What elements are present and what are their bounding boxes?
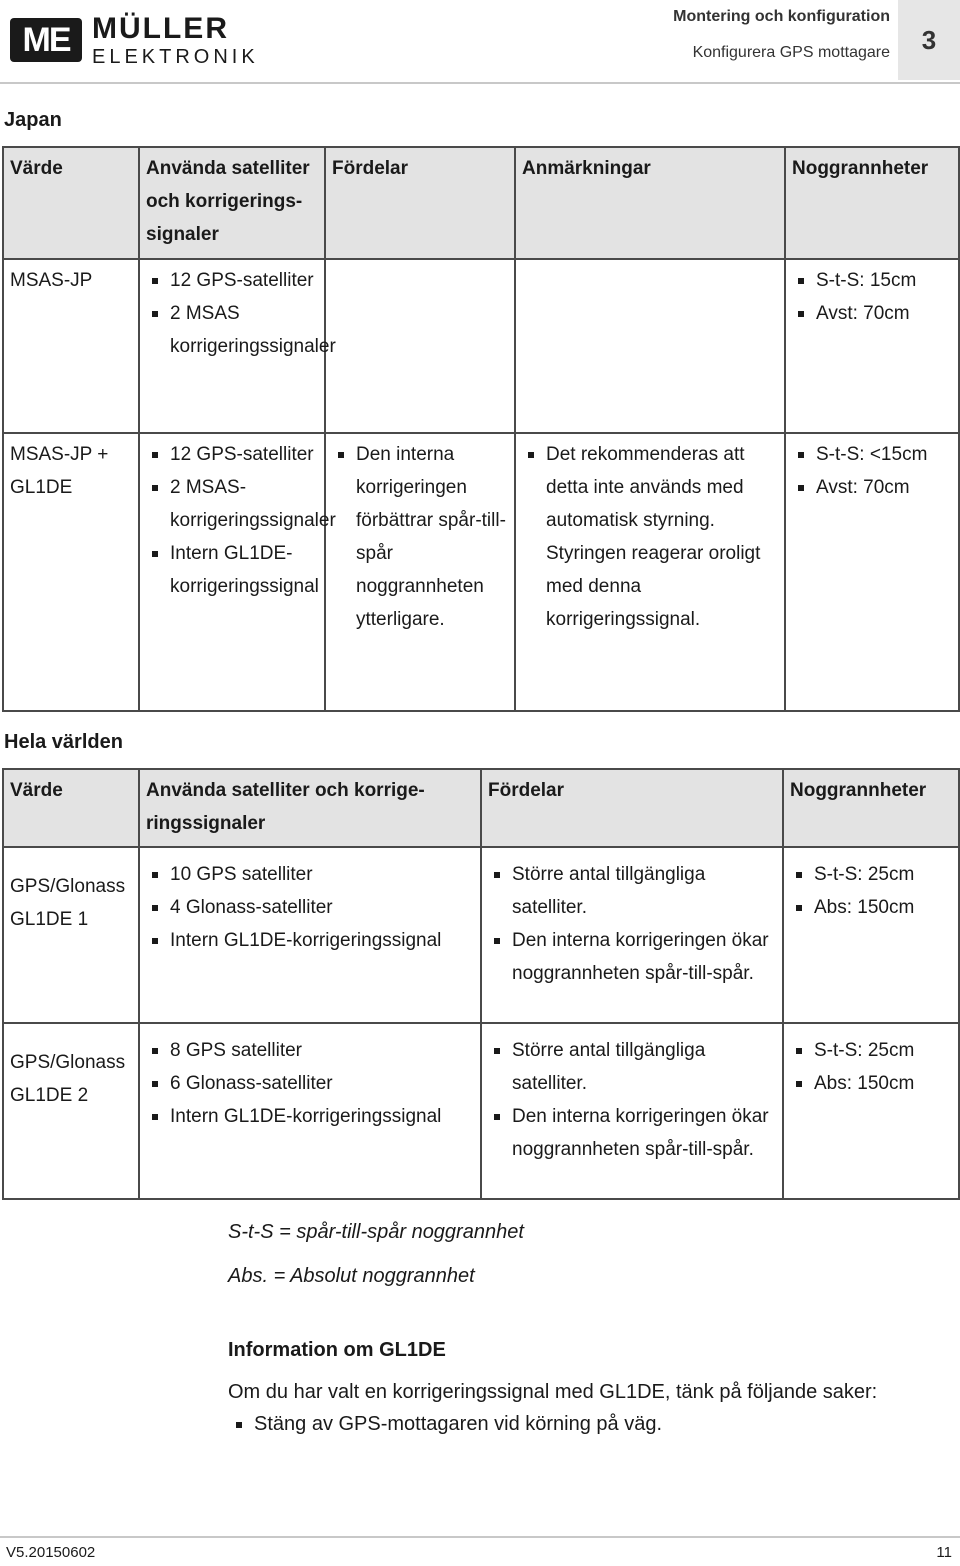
info-list xyxy=(230,1410,662,1438)
list-item: Intern GL1DE-korrigeringssignal xyxy=(146,924,474,957)
col-header-accuracy: Noggrannheter xyxy=(783,769,959,847)
section-title-world: Hela världen xyxy=(4,731,123,753)
list-item: S-t-S: 25cm xyxy=(790,858,952,891)
table-row xyxy=(3,847,959,1023)
list-item: 8 GPS satelliter xyxy=(146,1034,474,1067)
list-item: 4 Glonass-satelliter xyxy=(146,891,474,924)
col-header-value: Värde xyxy=(3,147,139,259)
section-title-japan: Japan xyxy=(4,109,62,131)
table-header-row xyxy=(3,769,959,847)
cell-remarks xyxy=(515,433,785,711)
cell-benefits xyxy=(481,847,783,1023)
cell-satellites xyxy=(139,433,336,711)
page-number: 11 xyxy=(936,1544,952,1561)
cell-benefits xyxy=(325,259,515,433)
col-header-accuracy: Noggrannheter xyxy=(785,147,959,259)
cell-value: GPS/Glonass GL1DE 1 xyxy=(3,847,139,1023)
logo-word-mueller: MÜLLER xyxy=(92,12,229,45)
page-footer xyxy=(0,1536,960,1566)
list-item: 2 MSAS korrigeringssignaler xyxy=(146,297,318,363)
list-item: Den interna korrigeringen ökar noggrannheten spår-till-spår. xyxy=(488,924,776,990)
col-header-benefits: Fördelar xyxy=(325,147,515,259)
world-table xyxy=(2,768,960,1200)
table-header-row xyxy=(3,147,959,259)
cell-benefits xyxy=(325,433,515,711)
cell-benefits xyxy=(481,1023,783,1199)
cell-accuracy xyxy=(785,433,959,711)
info-title: Information om GL1DE xyxy=(228,1339,446,1361)
list-item: 2 MSAS-korrigeringssignaler xyxy=(146,471,318,537)
chapter-number: 3 xyxy=(898,0,960,80)
list-item: S-t-S: 15cm xyxy=(792,264,952,297)
col-header-remarks: Anmärkningar xyxy=(515,147,785,259)
list-item: Den interna korrigeringen ökar noggrannheten spår-till-spår. xyxy=(488,1100,776,1166)
list-item: Det rekommenderas att detta inte används med automatisk styrning. Styringen reagerar oroligt med denna korrigeringssignal. xyxy=(522,438,778,636)
cell-value: MSAS-JP + GL1DE xyxy=(3,433,139,711)
cell-value: GPS/Glonass GL1DE 2 xyxy=(3,1023,139,1199)
col-header-satellites: Använda satelliter och korrigerings-signaler xyxy=(139,147,325,259)
header-chapter-title: Montering och konfiguration xyxy=(673,8,890,25)
col-header-satellites: Använda satelliter och korrige-ringssignaler xyxy=(139,769,481,847)
japan-table xyxy=(2,146,960,712)
table-row xyxy=(3,1023,959,1199)
col-header-benefits: Fördelar xyxy=(481,769,783,847)
list-item: 12 GPS-satelliter xyxy=(146,264,318,297)
logo-word-elektronik: ELEKTRONIK xyxy=(92,46,259,68)
version-label: V5.20150602 xyxy=(6,1544,96,1561)
legend-sts: S-t-S = spår-till-spår noggrannhet xyxy=(228,1221,524,1243)
cell-satellites xyxy=(139,1023,481,1199)
list-item: Stäng av GPS-mottagaren vid körning på väg. xyxy=(230,1410,662,1438)
logo-badge: ME xyxy=(10,18,82,62)
list-item: Abs: 150cm xyxy=(790,891,952,924)
cell-accuracy xyxy=(783,1023,959,1199)
list-item: Större antal tillgängliga satelliter. xyxy=(488,1034,776,1100)
cell-accuracy xyxy=(785,259,959,433)
cell-accuracy xyxy=(783,847,959,1023)
list-item: Den interna korrigeringen förbättrar spår-till-spår noggrannheten ytterligare. xyxy=(332,438,508,636)
list-item: 10 GPS satelliter xyxy=(146,858,474,891)
cell-satellites xyxy=(139,847,481,1023)
table-row xyxy=(3,259,959,433)
info-text: Om du har valt en korrigeringssignal med GL1DE, tänk på följande saker: xyxy=(228,1381,878,1403)
cell-value: MSAS-JP xyxy=(3,259,139,433)
list-item: Större antal tillgängliga satelliter. xyxy=(488,858,776,924)
list-item: Avst: 70cm xyxy=(792,471,952,504)
list-item: Intern GL1DE-korrigeringssignal xyxy=(146,537,318,603)
cell-satellites xyxy=(139,259,336,433)
page-header xyxy=(0,0,960,84)
mueller-logo xyxy=(10,12,259,70)
list-item: 6 Glonass-satelliter xyxy=(146,1067,474,1100)
list-item: Intern GL1DE-korrigeringssignal xyxy=(146,1100,474,1133)
table-row xyxy=(3,433,959,711)
list-item: S-t-S: 25cm xyxy=(790,1034,952,1067)
list-item: S-t-S: <15cm xyxy=(792,438,952,471)
cell-remarks xyxy=(515,259,785,433)
legend-abs: Abs. = Absolut noggrannhet xyxy=(228,1265,475,1287)
list-item: Abs: 150cm xyxy=(790,1067,952,1100)
col-header-value: Värde xyxy=(3,769,139,847)
list-item: Avst: 70cm xyxy=(792,297,952,330)
header-section-title: Konfigurera GPS mottagare xyxy=(692,44,890,61)
list-item: 12 GPS-satelliter xyxy=(146,438,318,471)
